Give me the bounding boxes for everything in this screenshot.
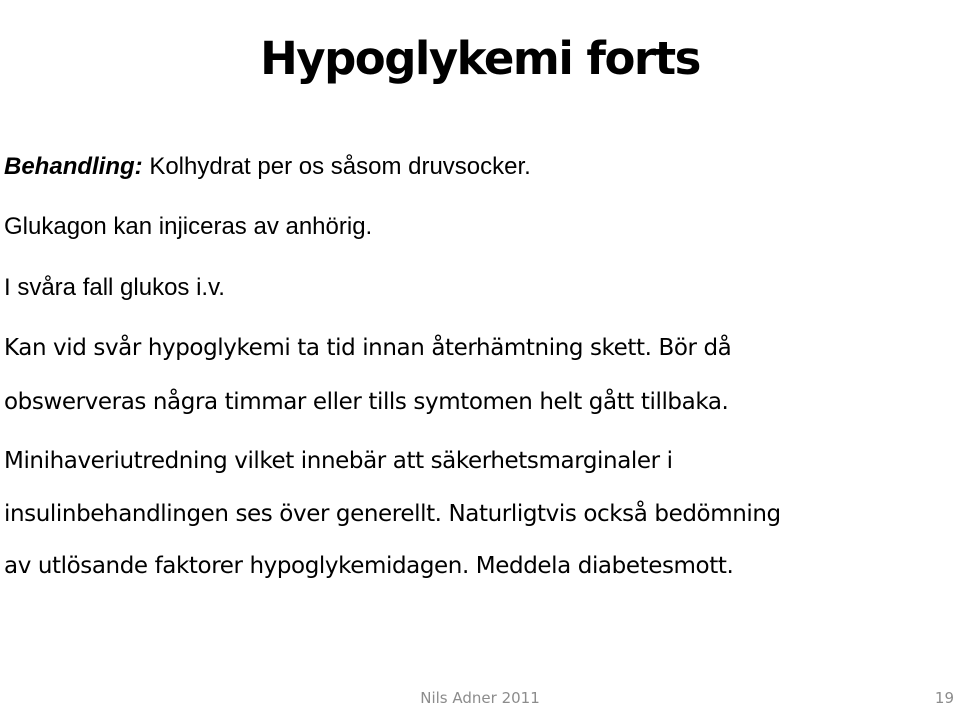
recovery-line: Kan vid svår hypoglykemi ta tid innan återhämtning skett. Bör då xyxy=(4,335,732,361)
iv-glucose-line: I svåra fall glukos i.v. xyxy=(4,274,225,301)
investigation-line: Minihaveriutredning vilket innebär att säkerhetsmarginaler i xyxy=(4,448,673,474)
page-number: 19 xyxy=(934,689,954,707)
treatment-line xyxy=(4,150,531,184)
observation-line: obswerveras några timmar eller tills symtomen helt gått tillbaka. xyxy=(4,389,729,415)
triggering-factors-line: av utlösande faktorer hypoglykemidagen. Meddela diabetesmott. xyxy=(4,553,734,579)
insulin-review-line: insulinbehandlingen ses över generellt. Naturligtvis också bedömning xyxy=(4,501,781,527)
treatment-text: Kolhydrat per os såsom druvsocker. xyxy=(142,153,531,180)
footer-author: Nils Adner 2011 xyxy=(420,689,540,707)
glucagon-line: Glukagon kan injiceras av anhörig. xyxy=(4,213,373,240)
treatment-label: Behandling: xyxy=(4,153,143,180)
slide-title: Hypoglykemi forts xyxy=(260,32,700,86)
